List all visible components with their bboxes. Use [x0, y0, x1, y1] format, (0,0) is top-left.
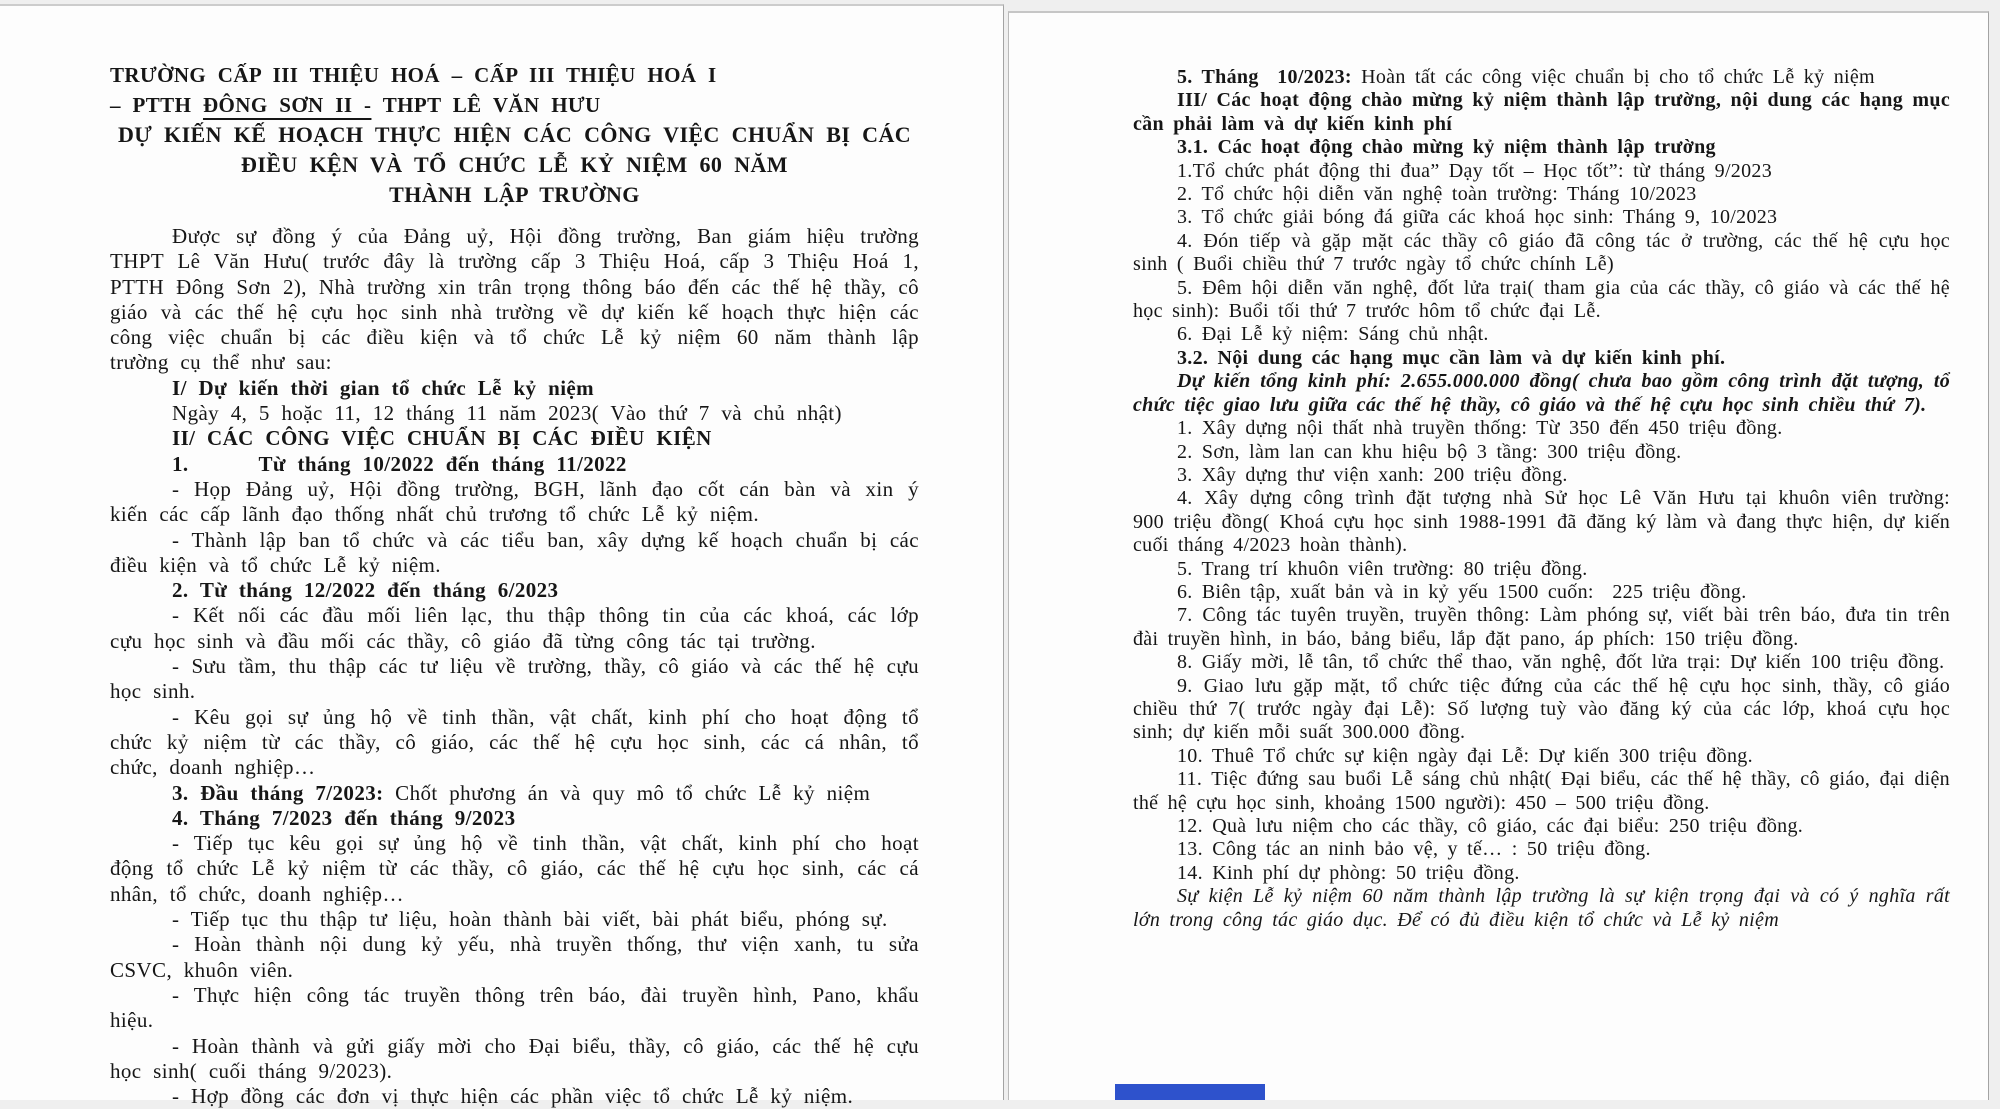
text-run: 6. Biên tập, xuất bản và in kỷ yếu 1500 cuốn: 225 triệu đồng. [1177, 580, 1747, 603]
paragraph [110, 932, 919, 983]
paragraph [1133, 768, 1950, 815]
text-run: III/ Các hoạt động chào mừng kỷ niệm thành lập trường, nội dung các hạng mục cần phải làm và dự kiến kinh phí [1133, 89, 1950, 135]
text-run: 5. Đêm hội diễn văn nghệ, đốt lửa trại( tham gia của các thầy, cô giáo và các thế hệ học sinh): Buổi tối thứ 7 trước hôm tổ chức đại Lễ. [1133, 276, 1950, 323]
paragraph [1133, 651, 1950, 674]
paragraph [1133, 347, 1950, 370]
paragraph [110, 1084, 919, 1109]
text-run: 1. Từ tháng 10/2022 đến tháng 11/2022 [172, 451, 627, 476]
paragraph [1133, 136, 1950, 159]
paragraph [110, 654, 919, 705]
text-run: Sự kiện Lễ kỷ niệm 60 năm thành lập trường là sự kiện trọng đại và có ý nghĩa rất lớn trong công tác giáo dục. Để có đủ điều kiện tổ chức và Lễ kỷ niệm [1133, 885, 1950, 931]
paragraph [1133, 815, 1950, 838]
text-run: 8. Giấy mời, lễ tân, tổ chức thể thao, văn nghệ, đốt lửa trại: Dự kiến 100 triệu đồng. [1177, 651, 1945, 674]
text-run: 1.Tổ chức phát động thi đua” Dạy tốt – Học tốt”: từ tháng 9/2023 [1177, 159, 1772, 182]
paragraph [1133, 745, 1950, 768]
text-run: - Thực hiện công tác truyền thông trên báo, đài truyền hình, Pano, khẩu hiệu. [110, 982, 919, 1033]
text-run: Chốt phương án và quy mô tổ chức Lễ kỷ niệm [383, 780, 871, 805]
text-run: 3.2. Nội dung các hạng mục cần làm và dự kiến kinh phí. [1177, 346, 1726, 369]
text-run: TRƯỜNG CẤP III THIỆU HOÁ – CẤP III THIỆU HOÁ I [110, 63, 717, 87]
paragraph [110, 983, 919, 1034]
paragraph [110, 705, 919, 781]
paragraph [1133, 487, 1950, 557]
text-run: 2. Từ tháng 12/2022 đến tháng 6/2023 [172, 578, 559, 603]
text-run: - Hoàn thành và gửi giấy mời cho Đại biểu, thầy, cô giáo, các thế hệ cựu học sinh( cuối tháng 9/2023). [110, 1033, 919, 1083]
paragraph [110, 150, 919, 180]
paragraph [1133, 838, 1950, 861]
paragraph [110, 806, 919, 831]
text-run: 3. Xây dựng thư viện xanh: 200 triệu đồng. [1177, 463, 1568, 486]
text-run: 7. Công tác tuyên truyền, truyền thông: Làm phóng sự, viết bài trên báo, đưa tin trên đài truyền hình, in báo, bảng biểu, lắp đặt pano, áp phích: 150 triệu đồng. [1133, 604, 1950, 650]
paragraph [1133, 370, 1950, 417]
paragraph [1133, 675, 1950, 745]
text-run: - Sưu tầm, thu thập các tư liệu về trường, thầy, cô giáo và các thế hệ cựu học sinh. [110, 654, 919, 704]
text-run: DỰ KIẾN KẾ HOẠCH THỰC HIỆN CÁC CÔNG VIỆC CHUẨN BỊ CÁC [117, 122, 912, 147]
paragraph [110, 477, 919, 528]
paragraph [1133, 862, 1950, 885]
text-run: - Tiếp tục kêu gọi sự ủng hộ về tinh thần, vật chất, kinh phí cho hoạt động tổ chức Lễ kỷ niệm từ các thầy, cô giáo, các thế hệ cựu học sinh, các cá nhân, tổ chức, doanh nghiệp… [110, 831, 919, 906]
paragraph [1133, 604, 1950, 651]
text-run: 1. Xây dựng nội thất nhà truyền thống: Từ 350 đến 450 triệu đồng. [1177, 417, 1783, 440]
text-run: 10. Thuê Tổ chức sự kiện ngày đại Lễ: Dự kiến 300 triệu đồng. [1177, 744, 1753, 767]
document-page-1 [0, 4, 1004, 1109]
text-run: 4. Tháng 7/2023 đến tháng 9/2023 [172, 805, 516, 830]
text-run: 6. Đại Lễ kỷ niệm: Sáng chủ nhật. [1177, 323, 1489, 346]
text-run: 11. Tiệc đứng sau buổi Lễ sáng chủ nhật( Đại biểu, các thế hệ thầy, cô giáo, đại diện thế hệ cựu học sinh, khoảng 1500 người): 450 – 500 triệu đồng. [1133, 768, 1950, 814]
paragraph [110, 907, 919, 932]
text-run: Được sự đồng ý của Đảng uỷ, Hội đồng trường, Ban giám hiệu trường THPT Lê Văn Hưu( trước đây là trường cấp 3 Thiệu Hoá, cấp 3 Thiệu Hoá 1, PTTH Đông Sơn 2), Nhà trường xin trân trọng thông báo đến các thế hệ thầy, cô giáo và các thế hệ cựu học sinh nhà trường về dự kiến kế hoạch thực hiện các công việc chuẩn bị các điều kiện và tổ chức Lễ kỷ niệm 60 năm thành lập trường cụ thể như sau: [110, 224, 919, 375]
text-run: ĐÔNG SƠN II - [202, 93, 372, 117]
text-run: - Hoàn thành nội dung kỷ yếu, nhà truyền thống, thư viện xanh, tu sửa CSVC, khuôn viên. [110, 932, 919, 982]
text-run: 2. Tổ chức hội diễn văn nghệ toàn trường: Tháng 10/2023 [1177, 183, 1697, 206]
text-run: ĐIỀU KỆN VÀ TỔ CHỨC LỄ KỶ NIỆM 60 NĂM [241, 152, 788, 177]
text-run: 5. Tháng 10/2023: [1177, 66, 1352, 88]
paragraph [110, 401, 919, 426]
paragraph [1133, 183, 1950, 206]
text-run: 14. Kinh phí dự phòng: 50 triệu đồng. [1177, 861, 1520, 884]
text-run: THPT LÊ VĂN HƯU [371, 93, 601, 117]
paragraph [110, 224, 919, 376]
text-run: 4. Đón tiếp và gặp mặt các thầy cô giáo đã công tác ở trường, các thế hệ cựu học sinh ( Buổi chiều thứ 7 trước ngày tổ chức chính Lễ) [1133, 229, 1950, 276]
text-run: 12. Quà lưu niệm cho các thầy, cô giáo, các đại biểu: 250 triệu đồng. [1177, 815, 1804, 837]
text-run: 2. Sơn, làm lan can khu hiệu bộ 3 tầng: 300 triệu đồng. [1177, 440, 1682, 463]
text-run: Hoàn tất các công việc chuẩn bị cho tổ chức Lễ kỷ niệm [1351, 66, 1875, 88]
paragraph [1133, 206, 1950, 229]
bottom-blue-bar [1115, 1084, 1265, 1100]
document-page-2 [1008, 11, 1989, 1100]
text-run: 3. Tổ chức giải bóng đá giữa các khoá học sinh: Tháng 9, 10/2023 [1177, 206, 1778, 229]
paragraph [110, 781, 919, 806]
text-run: Ngày 4, 5 hoặc 11, 12 tháng 11 năm 2023( Vào thứ 7 và chủ nhật) [172, 401, 842, 426]
text-run: I/ Dự kiến thời gian tổ chức Lễ kỷ niệm [172, 375, 595, 400]
paragraph [110, 603, 919, 654]
text-run: - Thành lập ban tổ chức và các tiểu ban, xây dựng kế hoạch chuẩn bị các điều kiện và tổ chức Lễ kỷ niệm. [110, 527, 919, 577]
text-run: - Tiếp tục thu thập tư liệu, hoàn thành bài viết, bài phát biểu, phóng sự. [172, 907, 888, 932]
paragraph [1133, 66, 1950, 89]
paragraph [1133, 417, 1950, 440]
text-run: - Hợp đồng các đơn vị thực hiện các phần việc tổ chức Lễ kỷ niệm. [172, 1084, 854, 1109]
paragraph [1133, 464, 1950, 487]
paragraph [110, 426, 919, 451]
text-run: THÀNH LẬP TRƯỜNG [389, 182, 640, 207]
text-run: – PTTH [110, 93, 203, 117]
paragraph [110, 1034, 919, 1085]
paragraph [110, 180, 919, 210]
paragraph [110, 831, 919, 907]
text-run: 13. Công tác an ninh bảo vệ, y tế… : 50 triệu đồng. [1177, 838, 1651, 861]
paragraph [1133, 230, 1950, 277]
paragraph [110, 376, 919, 401]
text-run: Dự kiến tổng kinh phí: 2.655.000.000 đồng( chưa bao gồm công trình đặt tượng, tổ chức tiệc giao lưu giữa các thế hệ thầy, cô giáo và thế hệ cựu học sinh chiều thứ 7). [1133, 370, 1950, 416]
paragraph [1133, 581, 1950, 604]
paragraph [110, 60, 919, 90]
paragraph [110, 90, 919, 120]
paragraph [110, 578, 919, 603]
text-run: 3. Đầu tháng 7/2023: [172, 780, 384, 805]
page-2-content [1009, 13, 1988, 932]
text-run: - Họp Đảng uỷ, Hội đồng trường, BGH, lãnh đạo cốt cán bàn và xin ý kiến các cấp lãnh đạo thống nhất chủ trương tổ chức Lễ kỷ niệm. [110, 476, 919, 527]
paragraph [1133, 277, 1950, 324]
text-run: - Kết nối các đầu mối liên lạc, thu thập thông tin của các khoá, các lớp cựu học sinh và đầu mối các thầy, cô giáo đã từng công tác tại trường. [110, 603, 919, 653]
paragraph [1133, 323, 1950, 346]
paragraph [1133, 89, 1950, 136]
text-run: 5. Trang trí khuôn viên trường: 80 triệu đồng. [1177, 557, 1588, 580]
text-run: 3.1. Các hoạt động chào mừng kỷ niệm thành lập trường [1177, 136, 1716, 159]
paragraph [1133, 885, 1950, 932]
paragraph [1133, 160, 1950, 183]
paragraph [110, 452, 919, 477]
page-1-content [0, 6, 1003, 1109]
text-run: 4. Xây dựng công trình đặt tượng nhà Sử học Lê Văn Hưu tại khuôn viên trường: 900 triệu đồng( Khoá cựu học sinh 1988-1991 đã đăng ký làm và đang thực hiện, dự kiến cuối tháng 4/2023 hoàn thành). [1133, 487, 1950, 557]
paragraph [1133, 558, 1950, 581]
text-run: - Kêu gọi sự ủng hộ về tinh thần, vật chất, kinh phí cho hoạt động tổ chức kỷ niệm từ các thầy, cô giáo, các thế hệ cựu học sinh, các cá nhân, tổ chức, doanh nghiệp… [110, 704, 919, 780]
text-run: 9. Giao lưu gặp mặt, tổ chức tiệc đứng của các thế hệ cựu học sinh, thầy, cô giáo chiều thứ 7( trước ngày đại Lễ): Số lượng tuỳ vào đăng ký của các lớp, khoá cựu học sinh; dự kiến mỗi suất 300.000 đồng. [1133, 674, 1950, 744]
paragraph [110, 528, 919, 579]
paragraph [110, 120, 919, 150]
paragraph [1133, 441, 1950, 464]
text-run: II/ CÁC CÔNG VIỆC CHUẨN BỊ CÁC ĐIỀU KIỆN [172, 426, 712, 451]
